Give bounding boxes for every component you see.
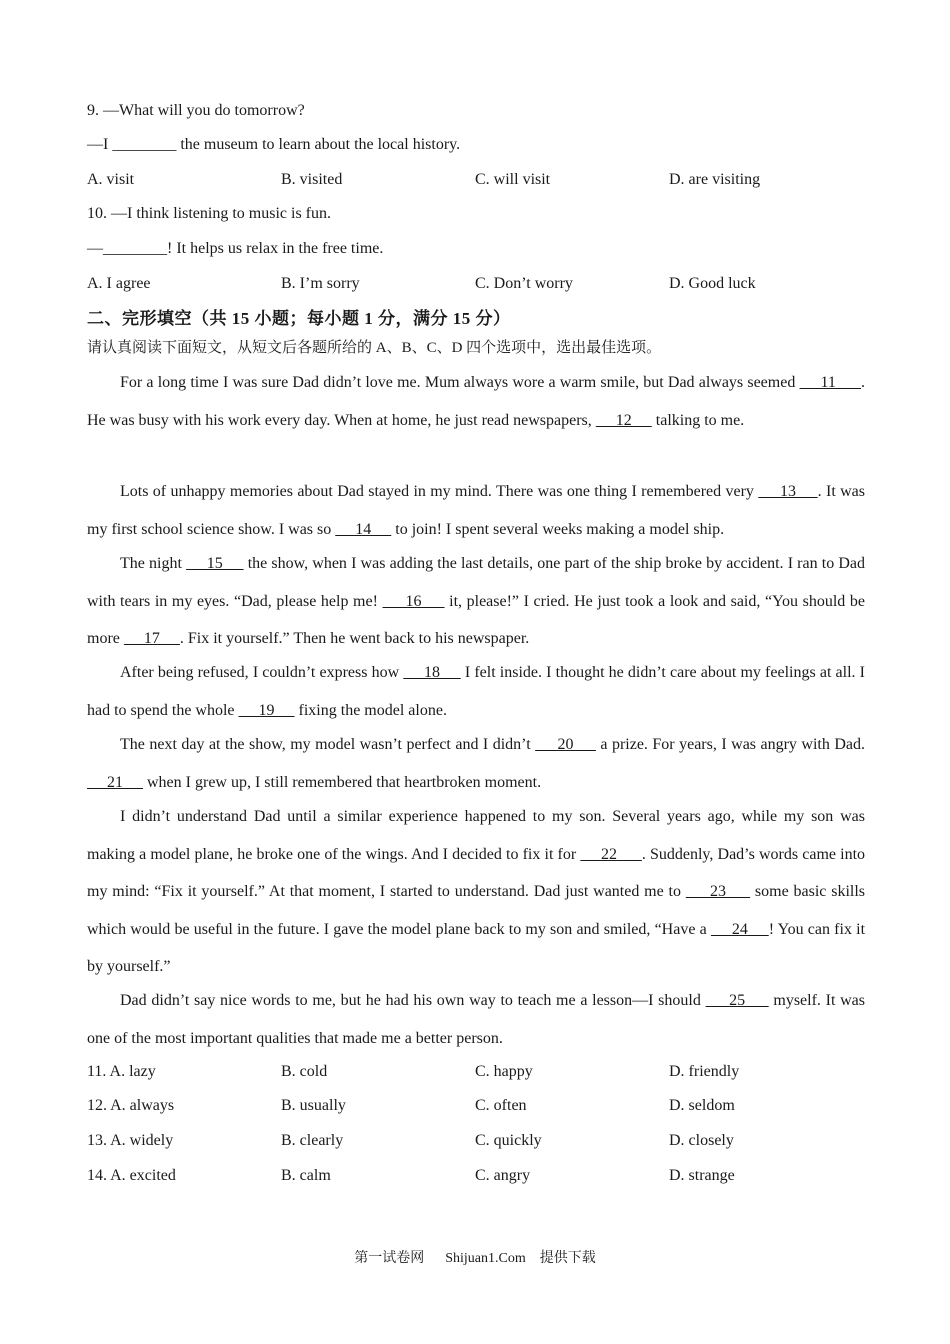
option-12-b: B. usually — [281, 1097, 346, 1114]
answer-row-13 — [87, 1131, 865, 1151]
answer-row-14 — [87, 1166, 865, 1186]
blank-17: 17 — [123, 630, 180, 647]
option-13-a: 13. A. widely — [87, 1132, 174, 1149]
passage-paragraph-3: The night 15 the show, when I was adding the last details, one part of the ship broke by accident. I ran to Dad with tears in my eyes. “Dad, please help me! 16 it, please!” I cried. He just took a look and said, “You should be more 17 . Fix it yourself.” Then he went back to his newspaper. — [87, 555, 866, 647]
blank-24: 24 — [710, 920, 769, 938]
passage-paragraph-5: The next day at the show, my model wasn’t perfect and I didn’t 20 a prize. For years, I was angry with Dad. 21 when I grew up, I still remembered that heartbroken moment. — [87, 736, 865, 791]
option-13-d: D. closely — [669, 1132, 734, 1149]
answer-row-12 — [87, 1096, 865, 1116]
option-14-c: C. angry — [475, 1167, 531, 1184]
passage-paragraph-1: For a long time I was sure Dad didn’t love me. Mum always wore a warm smile, but Dad always seemed 11 . He was busy with his work every day. When at home, he just read newspapers, 12 talking to me. — [87, 374, 866, 429]
q10-option-c: C. Don’t worry — [475, 275, 573, 292]
section-instruction: 请认真阅读下面短文，从短文后各题所给的 A、B、C、D 四个选项中，选出最佳选项。 — [87, 340, 662, 356]
passage-paragraph-2: Lots of unhappy memories about Dad stayed in my mind. There was one thing I remembered very 13 . It was my first school science show. I was so 14 to join! I spent several weeks making a model ship. — [87, 483, 866, 538]
passage-paragraph-7: Dad didn’t say nice words to me, but he had his own way to teach me a lesson—I should 25 myself. It was one of the most important qualities that made me a better person. — [87, 992, 865, 1047]
passage-paragraph-4: After being refused, I couldn’t express how 18 I felt inside. I thought he didn’t care about my feelings at all. I had to spend the whole 19 fixing the model alone. — [87, 664, 865, 719]
q10-question: 10. —I think listening to music is fun. — [87, 205, 331, 222]
section-title: 二、完形填空（共 15 小题；每小题 1 分，满分 15 分） — [87, 309, 511, 328]
blank-13: 13 — [758, 483, 818, 500]
page-footer: 第一试卷网 Shijuan1.Com 提供下载 — [354, 1251, 596, 1266]
blank-12: 12 — [595, 411, 652, 429]
blank-19: 19 — [238, 701, 295, 719]
option-12-c: C. often — [475, 1097, 527, 1114]
q10-answer-line: —________! It helps us relax in the free time. — [87, 240, 384, 257]
q10-option-b: B. I’m sorry — [281, 275, 360, 292]
option-14-b: B. calm — [281, 1167, 331, 1184]
option-11-c: C. happy — [475, 1063, 533, 1080]
blank-21: 21 — [87, 773, 143, 791]
q9-question: 9. —What will you do tomorrow? — [87, 102, 305, 119]
passage-paragraph-6: I didn’t understand Dad until a similar experience happened to my son. Several years ago, while my son was making a model plane, he broke one of the wings. And I decided to fix it for 22 . Suddenly, Dad’s words came into my mind: “Fix it yourself.” At that moment, I started to understand. Dad just wanted me to 23 some basic skills which would be useful in the future. I gave the model plane back to my son and smiled, “Have a 24 ! You can fix it by yourself.” — [87, 808, 866, 975]
option-11-a: 11. A. lazy — [87, 1063, 156, 1080]
blank-20: 20 — [535, 736, 596, 753]
q9-answer-line: —I ________ the museum to learn about the local history. — [87, 136, 461, 153]
blank-25: 25 — [705, 992, 769, 1009]
blank-18: 18 — [403, 664, 461, 681]
q9-options — [87, 170, 865, 190]
option-14-d: D. strange — [669, 1167, 735, 1184]
option-13-c: C. quickly — [475, 1132, 542, 1149]
option-14-a: 14. A. excited — [87, 1167, 176, 1184]
option-12-d: D. seldom — [669, 1097, 735, 1114]
option-11-b: B. cold — [281, 1063, 328, 1080]
blank-11: 11 — [799, 374, 862, 391]
blank-16: 16 — [382, 592, 445, 610]
q10-option-d: D. Good luck — [669, 275, 756, 292]
blank-23: 23 — [685, 883, 751, 900]
q9-option-d: D. are visiting — [669, 171, 761, 188]
blank-14: 14 — [335, 520, 392, 538]
q9-option-b: B. visited — [281, 171, 343, 188]
q10-options — [87, 274, 865, 294]
blank-22: 22 — [580, 845, 642, 863]
blank-15: 15 — [186, 555, 244, 572]
q9-option-c: C. will visit — [475, 171, 551, 188]
q9-option-a: A. visit — [87, 171, 135, 188]
option-12-a: 12. A. always — [87, 1097, 175, 1114]
option-11-d: D. friendly — [669, 1063, 740, 1080]
option-13-b: B. clearly — [281, 1132, 344, 1149]
q10-option-a: A. I agree — [87, 275, 151, 292]
answer-row-11 — [87, 1062, 865, 1082]
